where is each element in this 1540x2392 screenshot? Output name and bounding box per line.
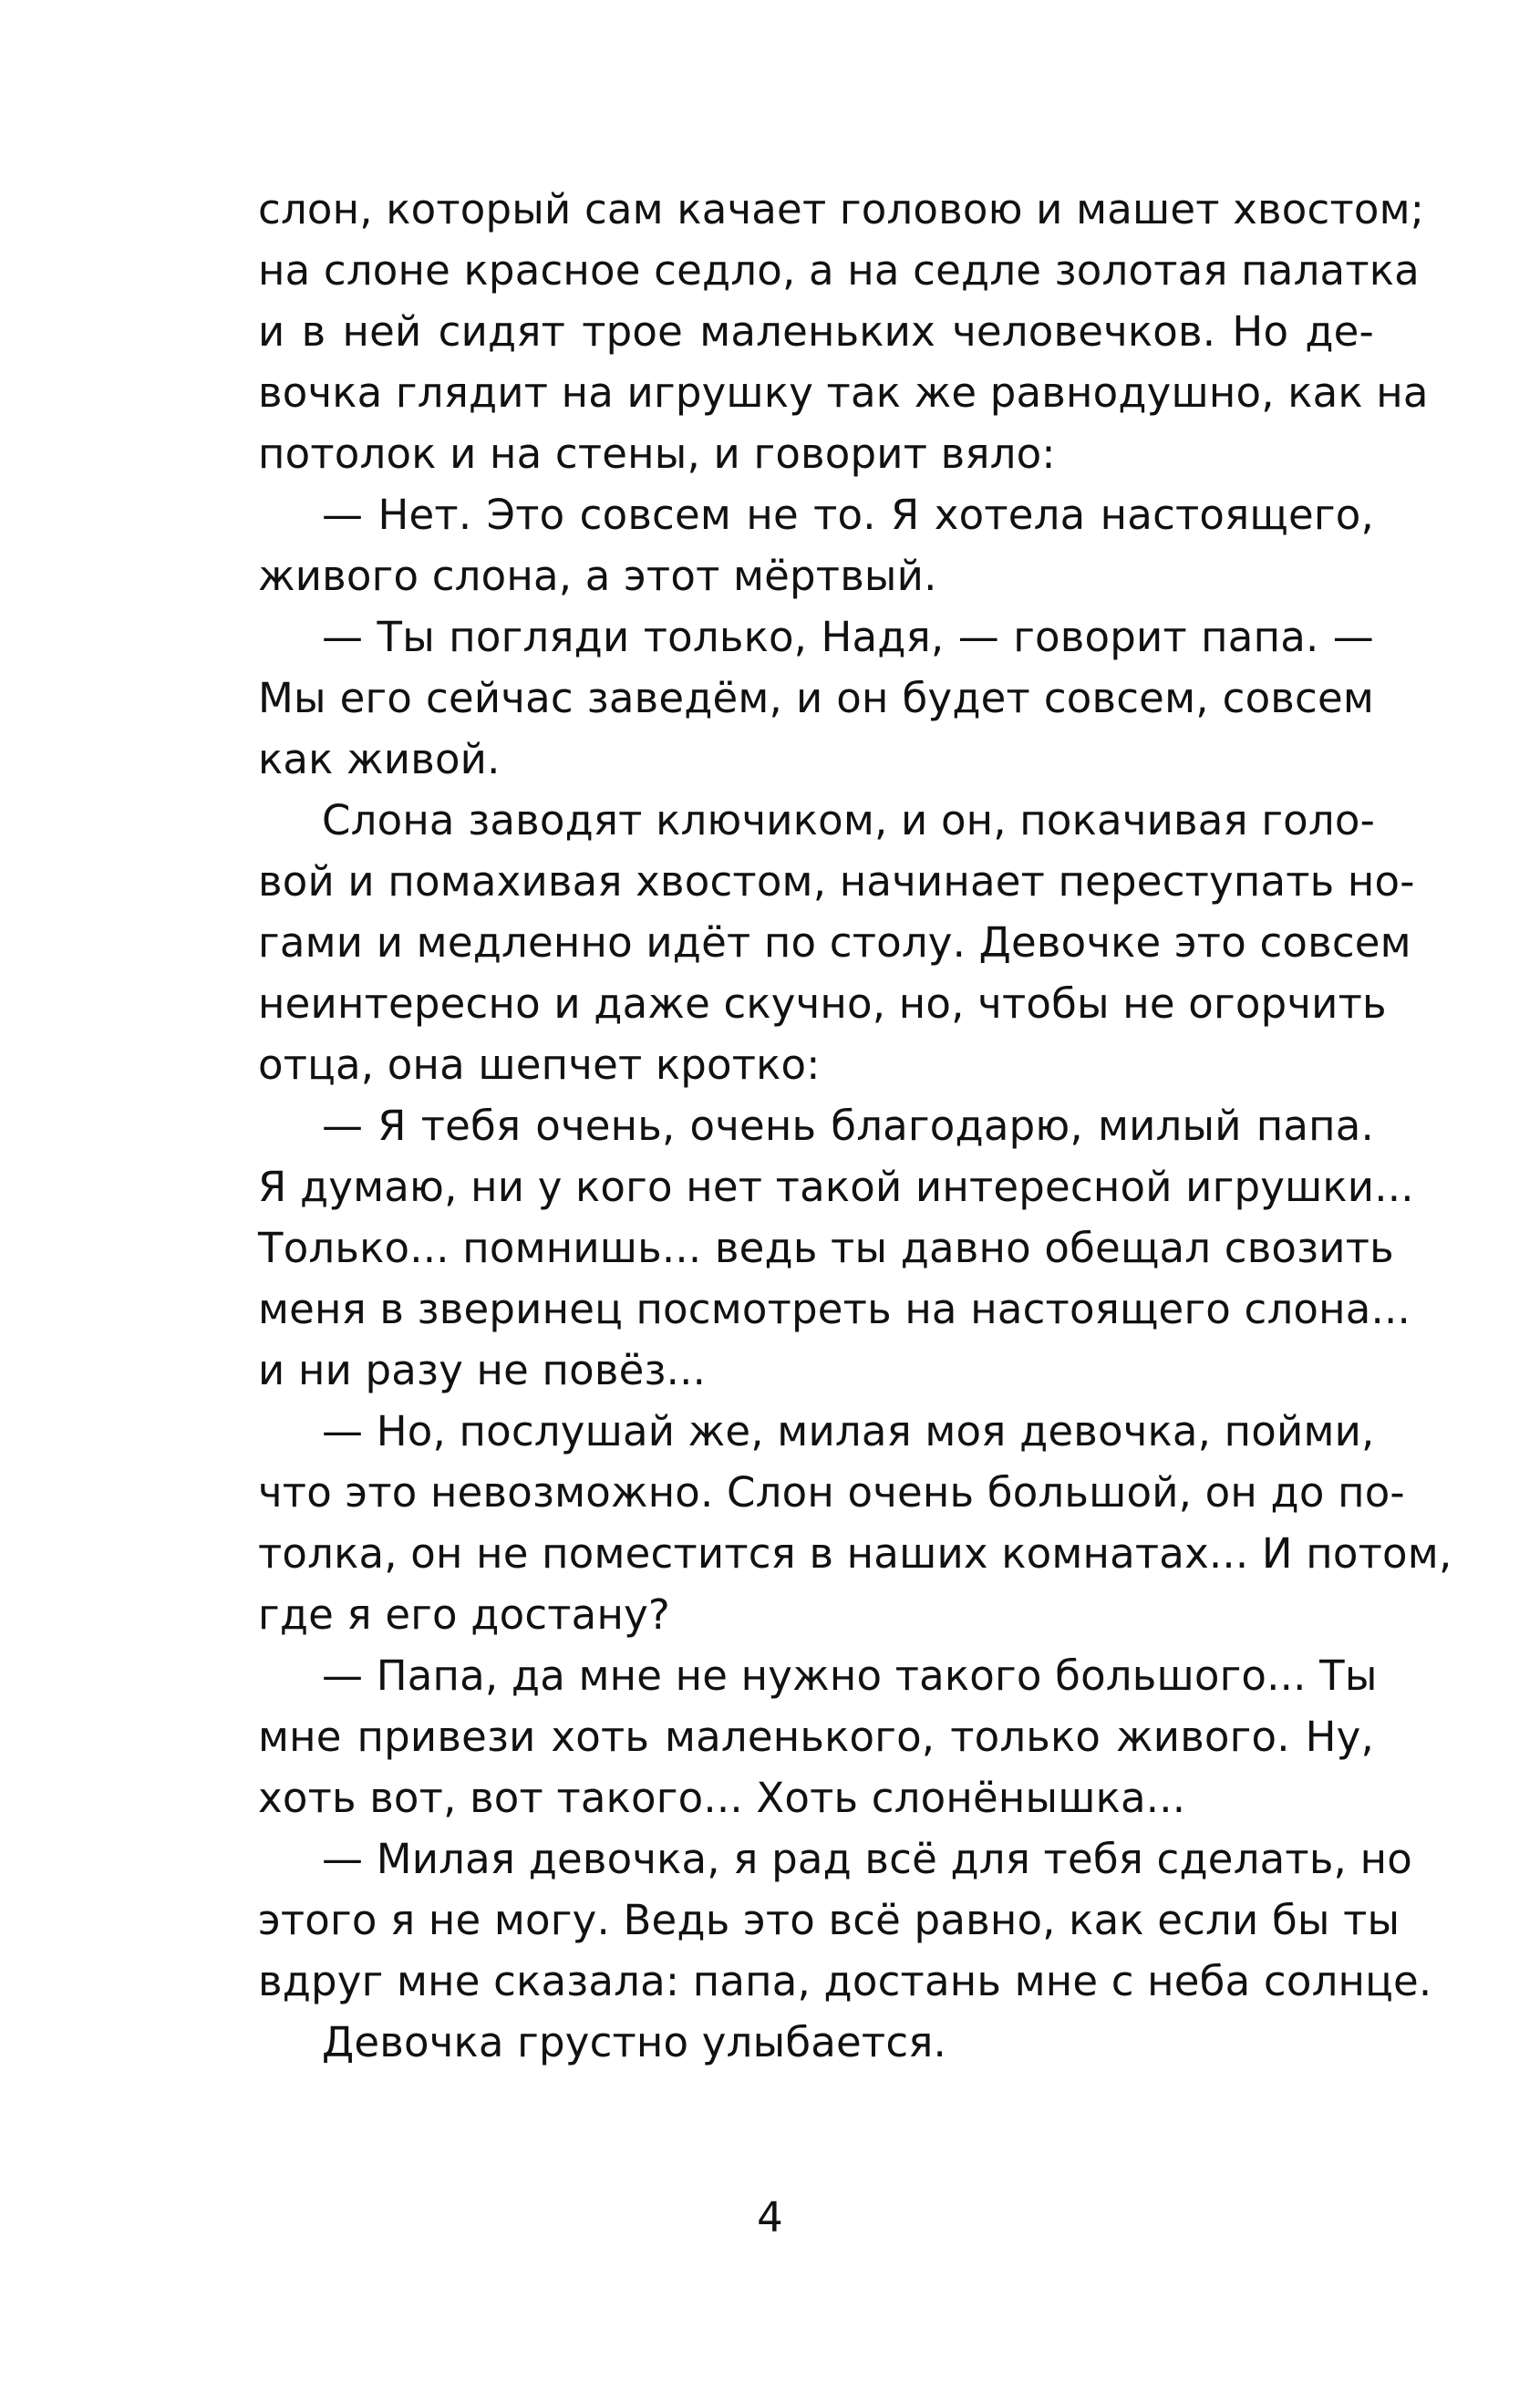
text-line: мне привези хоть маленького, только живого. Ну, (258, 1713, 1374, 1761)
text-line: толка, он не поместится в наших комнатах... И потом, (258, 1529, 1452, 1578)
paragraph-first-line: — Но, послушай же, милая моя девочка, пойми, (322, 1407, 1375, 1455)
text-line: гами и медленно идёт по столу. Девочке это совсем (258, 918, 1411, 967)
paragraph-first-line: Девочка грустно улыбается. (322, 2018, 947, 2066)
text-line: на слоне красное седло, а на седле золотая палатка (258, 246, 1420, 295)
text-line: и в ней сидят трое маленьких человечков. Но де- (258, 307, 1374, 356)
paragraph-first-line: — Милая девочка, я рад всё для тебя сделать, но (322, 1835, 1412, 1883)
text-line: хоть вот, вот такого... Хоть слонёнышка... (258, 1774, 1186, 1822)
paragraph-first-line: Слона заводят ключиком, и он, покачивая голо- (322, 796, 1376, 844)
text-line: Я думаю, ни у кого нет такой интересной игрушки... (258, 1163, 1414, 1211)
text-line: неинтересно и даже скучно, но, чтобы не огорчить (258, 979, 1387, 1028)
text-line: что это невозможно. Слон очень большой, он до по- (258, 1468, 1405, 1517)
text-line: живого слона, а этот мёртвый. (258, 552, 937, 600)
text-line: потолок и на стены, и говорит вяло: (258, 430, 1056, 478)
text-line: вочка глядит на игрушку так же равнодушно, как на (258, 368, 1429, 417)
text-line: отца, она шепчет кротко: (258, 1041, 821, 1089)
text-line: как живой. (258, 735, 501, 783)
paragraph-first-line: — Я тебя очень, очень благодарю, милый папа. (322, 1102, 1374, 1150)
paragraph-first-line: — Ты погляди только, Надя, — говорит папа. — (322, 613, 1374, 661)
text-line: Только... помнишь... ведь ты давно обещал свозить (258, 1224, 1394, 1272)
text-line: меня в зверинец посмотреть на настоящего слона... (258, 1285, 1411, 1333)
paragraph-first-line: — Нет. Это совсем не то. Я хотела настоящего, (322, 491, 1374, 539)
text-line: и ни разу не повёз... (258, 1346, 707, 1394)
page-number: 4 (757, 2193, 783, 2242)
paragraph-first-line: — Папа, да мне не нужно такого большого... Ты (322, 1652, 1378, 1700)
text-line: этого я не могу. Ведь это всё равно, как если бы ты (258, 1896, 1400, 1944)
text-line: вой и помахивая хвостом, начинает переступать но- (258, 857, 1415, 906)
page-text-block (258, 179, 1452, 2073)
text-line: Мы его сейчас заведём, и он будет совсем, совсем (258, 674, 1374, 722)
text-line: слон, который сам качает головою и машет хвостом; (258, 185, 1425, 233)
text-line: где я его достану? (258, 1590, 670, 1639)
text-line: вдруг мне сказала: папа, достань мне с неба солнце. (258, 1957, 1432, 2005)
